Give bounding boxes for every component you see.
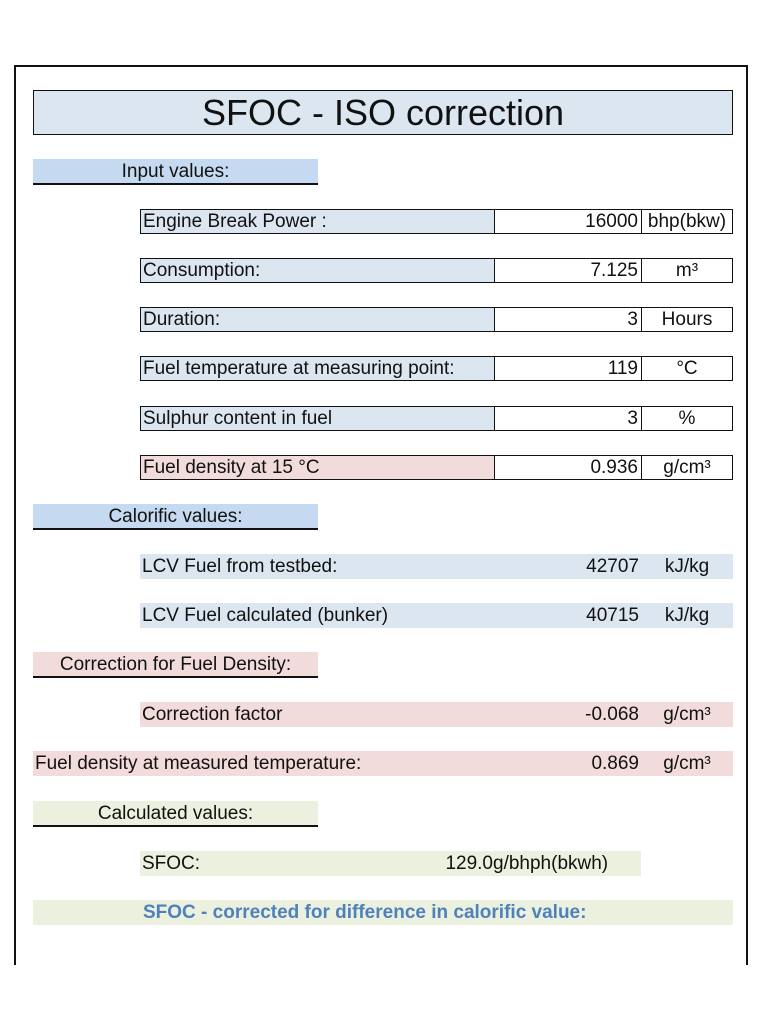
row-lcv-bunker [140, 603, 733, 628]
measured-density-label: Fuel density at measured temperature: [35, 753, 362, 774]
lcv-bunker-unit: kJ/kg [664, 605, 710, 626]
input-value-consumption[interactable]: 7.125 [494, 258, 642, 283]
row-lcv-testbed [140, 554, 733, 579]
row-sfoc [140, 851, 641, 876]
input-label-consumption: Consumption: [140, 258, 495, 283]
input-label-fuel-temperature: Fuel temperature at measuring point: [140, 356, 495, 381]
input-label-duration: Duration: [140, 307, 495, 332]
lcv-bunker-label: LCV Fuel calculated (bunker) [142, 605, 389, 626]
input-label-engine-power: Engine Break Power : [140, 209, 495, 234]
input-unit-fuel-temperature: °C [641, 356, 733, 381]
input-value-engine-power[interactable]: 16000 [494, 209, 642, 234]
correction-factor-label: Correction factor [142, 704, 283, 725]
input-unit-fuel-density: g/cm³ [641, 455, 733, 480]
lcv-testbed-label: LCV Fuel from testbed: [142, 556, 338, 577]
input-unit-engine-power: bhp(bkw) [641, 209, 733, 234]
section-calorific-values: Calorific values: [33, 504, 318, 530]
correction-factor-unit: g/cm³ [663, 704, 711, 725]
input-value-fuel-temperature[interactable]: 119 [494, 356, 642, 381]
input-unit-duration: Hours [641, 307, 733, 332]
measured-density-value: 0.869 [591, 753, 639, 774]
row-correction-factor [140, 702, 733, 727]
sfoc-label: SFOC: [142, 853, 201, 874]
input-unit-consumption: m³ [641, 258, 733, 283]
input-label-sulphur: Sulphur content in fuel [140, 406, 495, 431]
input-value-fuel-density[interactable]: 0.936 [494, 455, 642, 480]
section-fuel-density-correction: Correction for Fuel Density: [33, 652, 318, 678]
sfoc-corrected-label: SFOC - corrected for difference in calorific value: [143, 902, 587, 923]
lcv-testbed-unit: kJ/kg [664, 556, 710, 577]
section-calculated-values: Calculated values: [33, 801, 318, 827]
lcv-bunker-value: 40715 [586, 605, 639, 626]
lcv-testbed-value: 42707 [586, 556, 639, 577]
section-input-values: Input values: [33, 159, 318, 185]
sfoc-value: 129.0 [445, 853, 493, 874]
input-label-fuel-density: Fuel density at 15 °C [140, 455, 495, 480]
correction-factor-value: -0.068 [585, 704, 639, 725]
page-title: SFOC - ISO correction [33, 90, 733, 135]
row-measured-density [33, 751, 733, 776]
input-value-sulphur[interactable]: 3 [494, 406, 642, 431]
row-sfoc-corrected [33, 900, 733, 925]
input-value-duration[interactable]: 3 [494, 307, 642, 332]
measured-density-unit: g/cm³ [663, 753, 711, 774]
sfoc-unit: g/bhph(bkwh) [493, 853, 609, 874]
input-unit-sulphur: % [641, 406, 733, 431]
